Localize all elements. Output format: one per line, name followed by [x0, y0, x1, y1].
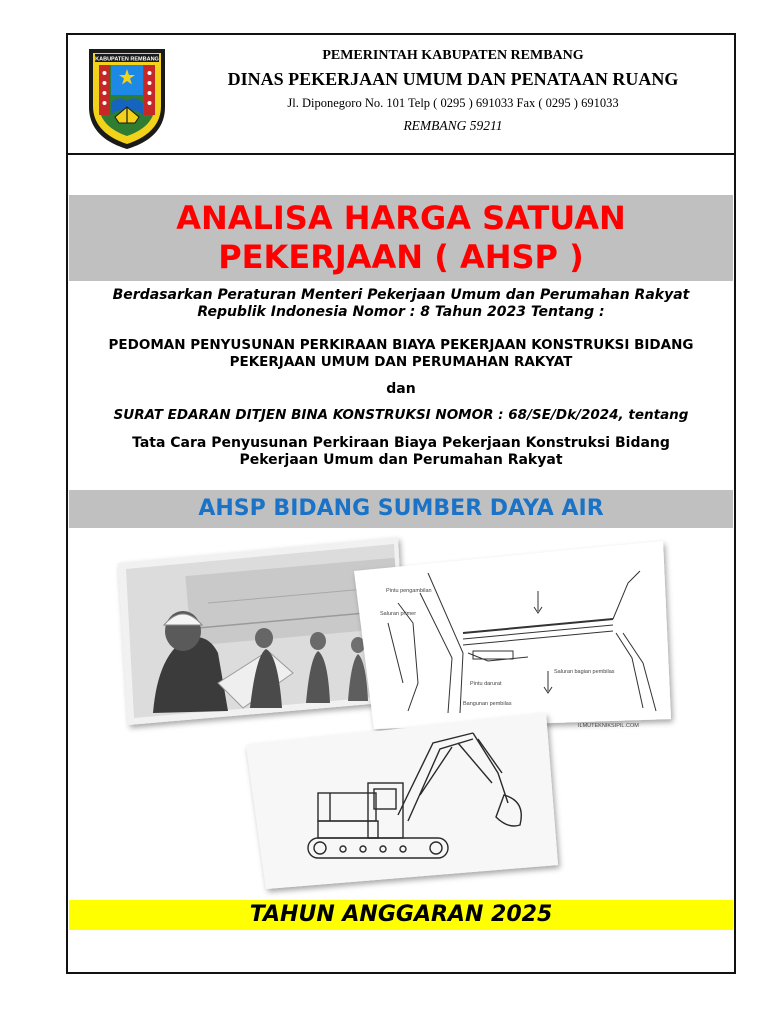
section-subtitle: AHSP BIDANG SUMBER DAYA AIR — [69, 490, 733, 528]
circular-letter: SURAT EDARAN DITJEN BINA KONSTRUKSI NOMOR : 68/SE/Dk/2024, tentang — [113, 407, 689, 423]
government-name: PEMERINTAH KABUPATEN REMBANG — [322, 48, 584, 63]
regency-coat-of-arms-logo — [85, 43, 169, 151]
title-line-1: ANALISA HARGA SATUAN — [176, 199, 626, 237]
label-intake-gate: Pintu pengambilan — [386, 588, 432, 594]
budget-year: TAHUN ANGGARAN 2025 — [69, 900, 733, 930]
label-emergency-gate: Pintu darurat — [470, 681, 502, 687]
letterhead — [68, 35, 734, 155]
agency-name: DINAS PEKERJAAN UMUM DAN PENATAAN RUANG — [227, 69, 679, 89]
label-primary-channel: Saluran primer — [380, 611, 417, 617]
irrigation-structure-diagram — [354, 541, 671, 729]
regulation-basis — [68, 287, 734, 321]
logo-lettering: KABUPATEN REMBANG — [95, 56, 159, 63]
regulation-basis-line-1: Berdasarkan Peraturan Menteri Pekerjaan Umum dan Perumahan Rakyat — [112, 287, 690, 303]
diagram-watermark: ILMUTEKNIKSIPIL.COM — [578, 723, 639, 729]
agency-address: Jl. Diponegoro No. 101 Telp ( 0295 ) 691033 Fax ( 0295 ) 691033 — [287, 96, 619, 110]
guideline-line-2: PEKERJAAN UMUM DAN PERUMAHAN RAKYAT — [229, 354, 573, 370]
label-flushing-structure: Bangunan pembilas — [463, 701, 512, 707]
regulation-basis-line-2: Republik Indonesia Nomor : 8 Tahun 2023 Tentang : — [197, 304, 605, 320]
document-frame — [66, 33, 736, 974]
excavator-drawing — [246, 713, 558, 889]
agency-city: REMBANG 59211 — [403, 118, 503, 133]
title-line-2: PEKERJAAN ( AHSP ) — [218, 238, 584, 276]
guideline-title — [68, 337, 734, 371]
cover-illustrations — [68, 533, 734, 898]
guideline-line-1: PEDOMAN PENYUSUNAN PERKIRAAN BIAYA PEKERJAAN KONSTRUKSI BIDANG — [108, 337, 694, 353]
label-flushing-channel: Saluran bagian pembilas — [554, 669, 615, 675]
procedure-title — [68, 435, 734, 469]
document-title — [69, 195, 733, 281]
procedure-line-2: Pekerjaan Umum dan Perumahan Rakyat — [239, 452, 563, 468]
procedure-line-1: Tata Cara Penyusunan Perkiraan Biaya Pekerjaan Konstruksi Bidang — [132, 435, 670, 451]
connector-word: dan — [386, 381, 416, 397]
